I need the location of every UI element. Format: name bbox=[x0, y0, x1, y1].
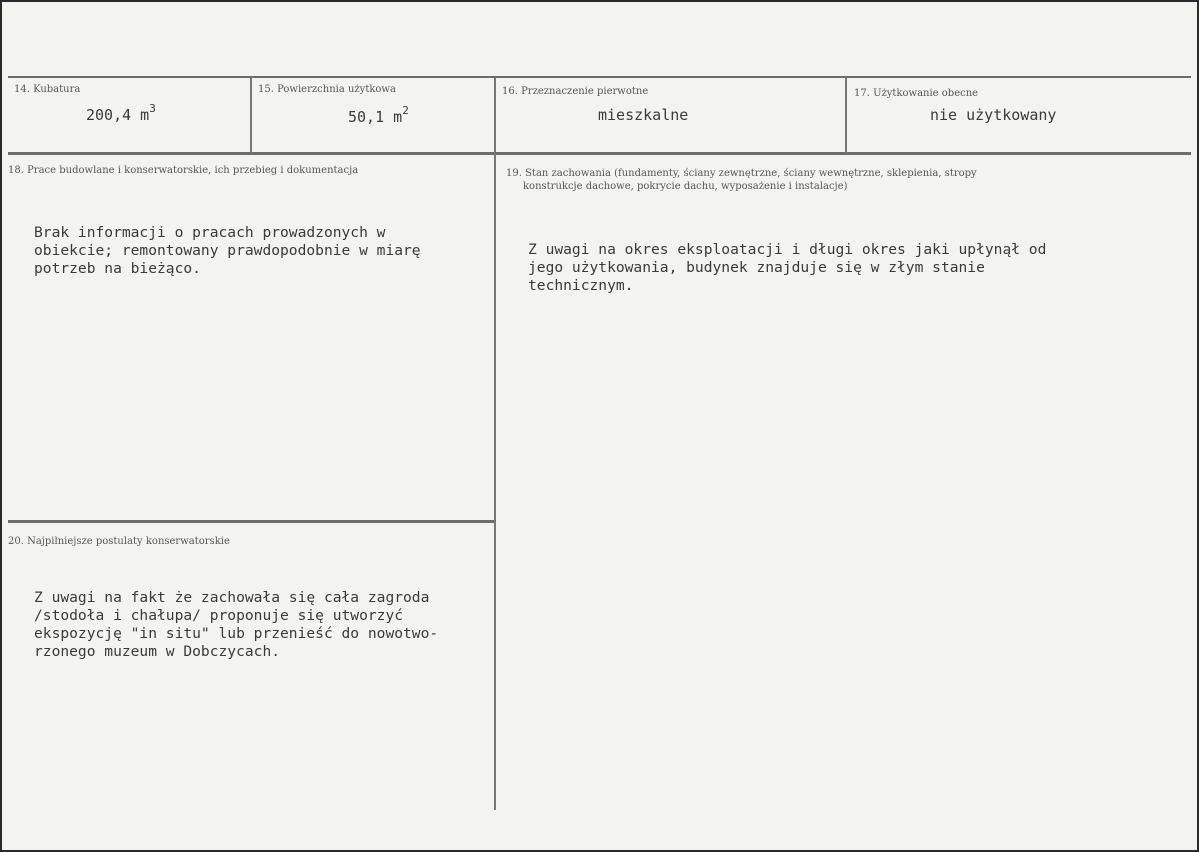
stan-text: Z uwagi na okres eksploatacji i długi okres jaki upłynął od jego użytkowania, budynek znajduje się w złym stanie technicznym. bbox=[528, 241, 1047, 294]
powierzchnia-label: 15. Powierzchnia użytkowa bbox=[258, 84, 396, 95]
postulaty-label: 20. Najpilniejsze postulaty konserwatorskie bbox=[8, 536, 230, 547]
top-rule bbox=[8, 76, 1191, 78]
powierzchnia-unit-exponent: 2 bbox=[402, 104, 409, 117]
prace-label: 18. Prace budowlane i konserwatorskie, ich przebieg i dokumentacja bbox=[8, 165, 359, 176]
divider-14-15 bbox=[250, 78, 252, 153]
header-bottom-rule bbox=[8, 152, 1191, 155]
kubatura-number: 200,4 m bbox=[86, 106, 150, 124]
stan-label: 19. Stan zachowania (fundamenty, ściany zewnętrzne, ściany wewnętrzne, sklepienia, stropy bbox=[506, 168, 977, 179]
przeznaczenie-value: mieszkalne bbox=[598, 106, 689, 124]
prace-text: Brak informacji o pracach prowadzonych w obiekcie; remontowany prawdopodobnie w miarę potrzeb na bieżąco. bbox=[34, 224, 421, 277]
divider-16-17 bbox=[845, 78, 847, 153]
stan-label-line2: konstrukcje dachowe, pokrycie dachu, wyposażenie i instalacje) bbox=[523, 181, 848, 192]
kubatura-label: 14. Kubatura bbox=[14, 84, 81, 95]
powierzchnia-number: 50,1 m bbox=[348, 108, 403, 126]
przeznaczenie-label: 16. Przeznaczenie pierwotne bbox=[502, 86, 649, 97]
uzytkowanie-value: nie użytkowany bbox=[930, 106, 1057, 124]
uzytkowanie-label: 17. Użytkowanie obecne bbox=[854, 88, 979, 99]
divider-15-16 bbox=[494, 78, 496, 810]
kubatura-unit-exponent: 3 bbox=[149, 102, 156, 115]
kubatura-value bbox=[86, 104, 156, 124]
powierzchnia-value bbox=[348, 106, 409, 126]
section-18-bottom-rule bbox=[8, 520, 494, 523]
postulaty-text: Z uwagi na fakt że zachowała się cała zagroda /stodoła i chałupa/ proponuje się utworzyć ekspozycję "in situ" lub przenieść do nowotwo- rzonego muzeum w Dobczycach. bbox=[34, 589, 439, 660]
